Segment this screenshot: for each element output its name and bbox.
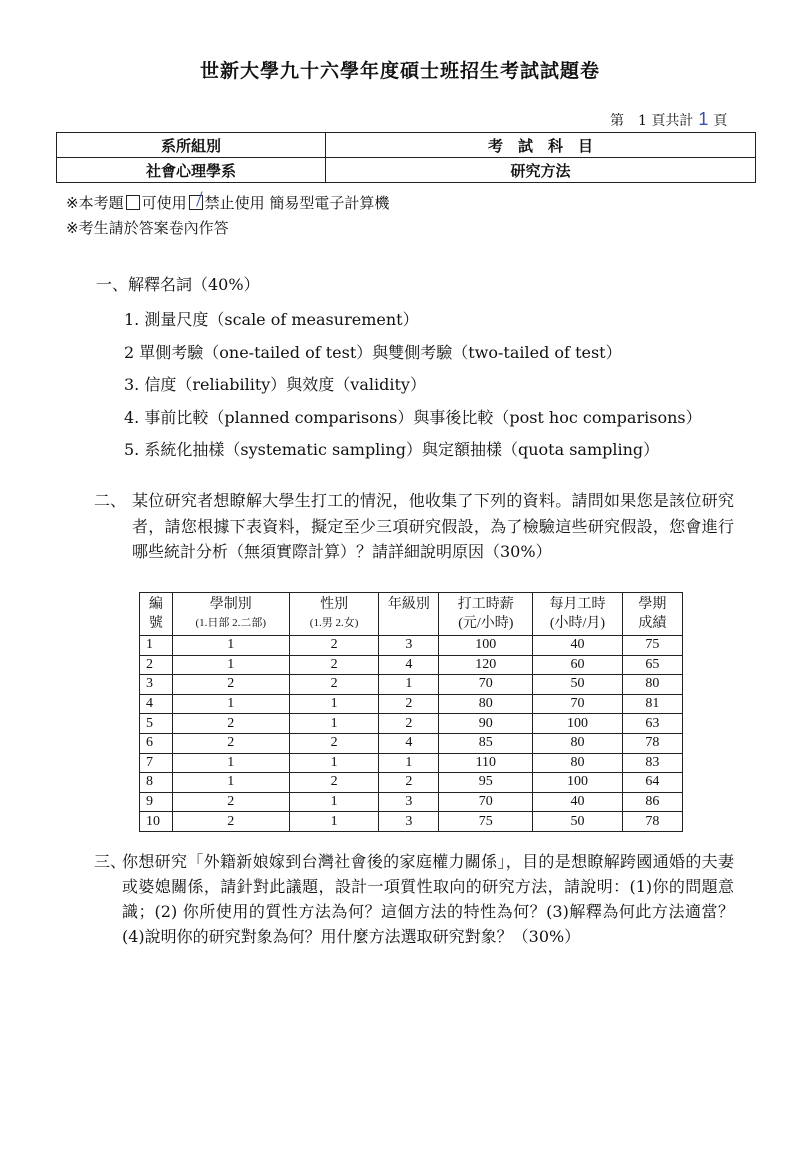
subject-heading: 考 試 科 目 (326, 133, 756, 158)
column-header-line2: (1.日部 2.二部) (195, 617, 267, 629)
section1-heading: 一、解釋名詞（40%） (96, 275, 260, 294)
table-cell: 1 (289, 812, 379, 832)
department-heading: 系所組別 (57, 133, 326, 158)
table-cell: 5 (140, 714, 173, 734)
column-header (379, 593, 439, 636)
table-cell: 4 (379, 733, 439, 753)
table-cell: 70 (439, 675, 533, 695)
table-cell: 1 (289, 694, 379, 714)
table-row (140, 812, 683, 832)
table-cell: 90 (439, 714, 533, 734)
table-cell: 80 (533, 753, 623, 773)
table-cell: 86 (622, 792, 682, 812)
table-cell: 1 (140, 636, 173, 656)
term-item: 4. 事前比較（planned comparisons）與事後比較（post hoc comparisons） (124, 407, 702, 427)
table-cell: 2 (379, 714, 439, 734)
table-row (140, 655, 683, 675)
table-row (140, 714, 683, 734)
column-header (533, 593, 623, 636)
table-row (140, 694, 683, 714)
table-cell: 75 (439, 812, 533, 832)
page-info (610, 109, 727, 130)
table-cell: 3 (379, 812, 439, 832)
table-cell: 50 (533, 675, 623, 695)
table-cell: 8 (140, 773, 173, 793)
table-cell: 80 (533, 733, 623, 753)
table-row (140, 675, 683, 695)
table-cell: 2 (289, 655, 379, 675)
table-cell: 78 (622, 812, 682, 832)
table-cell: 3 (379, 792, 439, 812)
column-header-line1: 學期 (638, 597, 667, 612)
column-header-line2: 號 (148, 616, 163, 631)
table-cell: 4 (140, 694, 173, 714)
table-cell: 2 (289, 733, 379, 753)
table-row (140, 636, 683, 656)
table-cell: 95 (439, 773, 533, 793)
data-table-header-row (140, 593, 683, 636)
column-header-line1: 打工時薪 (457, 597, 514, 612)
column-header-line2: (1.男 2.女) (309, 617, 359, 629)
column-header (289, 593, 379, 636)
column-header-line2: 成績 (638, 616, 667, 631)
column-header-line1: 編 (148, 597, 163, 612)
page-info-suffix: 頁 (713, 113, 728, 129)
table-cell: 10 (140, 812, 173, 832)
exam-title: 世新大學九十六學年度碩士班招生考試試題卷 (199, 60, 600, 82)
section3-label: 三、 (94, 852, 127, 871)
table-cell: 9 (140, 792, 173, 812)
calculator-option-forbidden: 禁止使用 (204, 194, 265, 212)
table-cell: 63 (622, 714, 682, 734)
column-header-line2: (元/小時) (458, 616, 514, 631)
table-cell: 2 (289, 773, 379, 793)
table-cell: 75 (622, 636, 682, 656)
table-cell: 1 (172, 636, 289, 656)
table-cell: 2 (379, 773, 439, 793)
column-header (140, 593, 173, 636)
section2-question (94, 488, 734, 565)
table-cell: 4 (379, 655, 439, 675)
table-row (140, 753, 683, 773)
table-cell: 100 (533, 714, 623, 734)
table-cell: 100 (533, 773, 623, 793)
table-cell: 85 (439, 733, 533, 753)
table-cell: 2 (172, 675, 289, 695)
checkbox-allowed (126, 195, 140, 210)
department-value: 社會心理學系 (57, 158, 326, 183)
table-cell: 1 (289, 714, 379, 734)
table-cell: 78 (622, 733, 682, 753)
calculator-option-allowed: 可使用 (141, 194, 187, 212)
table-cell: 1 (172, 773, 289, 793)
calculator-note (66, 192, 389, 213)
table-cell: 2 (172, 733, 289, 753)
table-cell: 2 (140, 655, 173, 675)
column-header-line1: 性別 (320, 597, 349, 612)
page-total-handwritten: 1 (698, 109, 709, 129)
table-cell: 81 (622, 694, 682, 714)
section3-text: 你想研究「外籍新娘嫁到台灣社會後的家庭權力關係」，目的是想瞭解跨國通婚的夫妻或婆媳關係，請針對此議題，設計一項質性取向的研究方法，請說明：(1)你的問題意識；(2) 你所使用的質性方法為何？這個方法的特性為何？(3)解釋為何此方法適當？(4)說明你的研究對象為何？用什麼方法選取研究對象？（30%） (122, 852, 734, 946)
subject-value: 研究方法 (326, 158, 756, 183)
table-cell: 1 (379, 753, 439, 773)
table-cell: 2 (172, 792, 289, 812)
calculator-note-suffix: 簡易型電子計算機 (264, 194, 390, 212)
table-cell: 110 (439, 753, 533, 773)
table-cell: 64 (622, 773, 682, 793)
table-cell: 1 (289, 792, 379, 812)
column-header-line1: 每月工時 (549, 597, 606, 612)
table-cell: 70 (439, 792, 533, 812)
section3-question (94, 849, 734, 949)
table-cell: 80 (622, 675, 682, 695)
data-table (139, 592, 683, 832)
exam-header-table (56, 132, 756, 183)
table-cell: 60 (533, 655, 623, 675)
table-cell: 3 (379, 636, 439, 656)
table-cell: 83 (622, 753, 682, 773)
calculator-note-prefix: ※本考題 (66, 194, 124, 212)
table-row (140, 792, 683, 812)
term-item: 2 單側考驗（one-tailed of test）與雙側考驗（two-tailed of test） (124, 342, 622, 362)
term-item: 1. 測量尺度（scale of measurement） (124, 310, 419, 329)
column-header-line2: (小時/月) (549, 616, 606, 631)
table-cell: 2 (172, 714, 289, 734)
table-cell: 80 (439, 694, 533, 714)
column-header (172, 593, 289, 636)
table-cell: 7 (140, 753, 173, 773)
table-cell: 50 (533, 812, 623, 832)
column-header (439, 593, 533, 636)
table-row (140, 773, 683, 793)
table-cell: 6 (140, 733, 173, 753)
table-cell: 2 (289, 675, 379, 695)
table-cell: 1 (379, 675, 439, 695)
table-cell: 2 (289, 636, 379, 656)
answer-sheet-note: ※考生請於答案卷內作答 (66, 219, 229, 237)
table-cell: 1 (289, 753, 379, 773)
term-item: 3. 信度（reliability）與效度（validity） (124, 375, 426, 394)
column-header-line1: 年級別 (387, 597, 430, 612)
table-cell: 2 (172, 812, 289, 832)
table-row (140, 733, 683, 753)
term-item: 5. 系統化抽樣（systematic sampling）與定額抽樣（quota sampling） (124, 440, 660, 459)
column-header-line1: 學制別 (209, 597, 252, 612)
table-cell: 1 (172, 753, 289, 773)
table-cell: 100 (439, 636, 533, 656)
table-cell: 1 (172, 655, 289, 675)
checkbox-forbidden (189, 195, 203, 210)
section1-term-list (124, 304, 702, 467)
page-info-prefix: 第 1 頁共計 (610, 113, 694, 129)
column-header (622, 593, 682, 636)
table-cell: 1 (172, 694, 289, 714)
table-cell: 3 (140, 675, 173, 695)
section2-text: 某位研究者想瞭解大學生打工的情況，他收集了下列的資料。請問如果您是該位研究者，請您根據下表資料，擬定至少三項研究假設，為了檢驗這些研究假設，您會進行哪些統計分析（無須實際計算）？請詳細說明原因（30%） (132, 491, 734, 561)
table-cell: 40 (533, 636, 623, 656)
table-cell: 2 (379, 694, 439, 714)
section2-label: 二、 (94, 491, 127, 510)
table-cell: 70 (533, 694, 623, 714)
table-cell: 120 (439, 655, 533, 675)
table-cell: 65 (622, 655, 682, 675)
table-cell: 40 (533, 792, 623, 812)
